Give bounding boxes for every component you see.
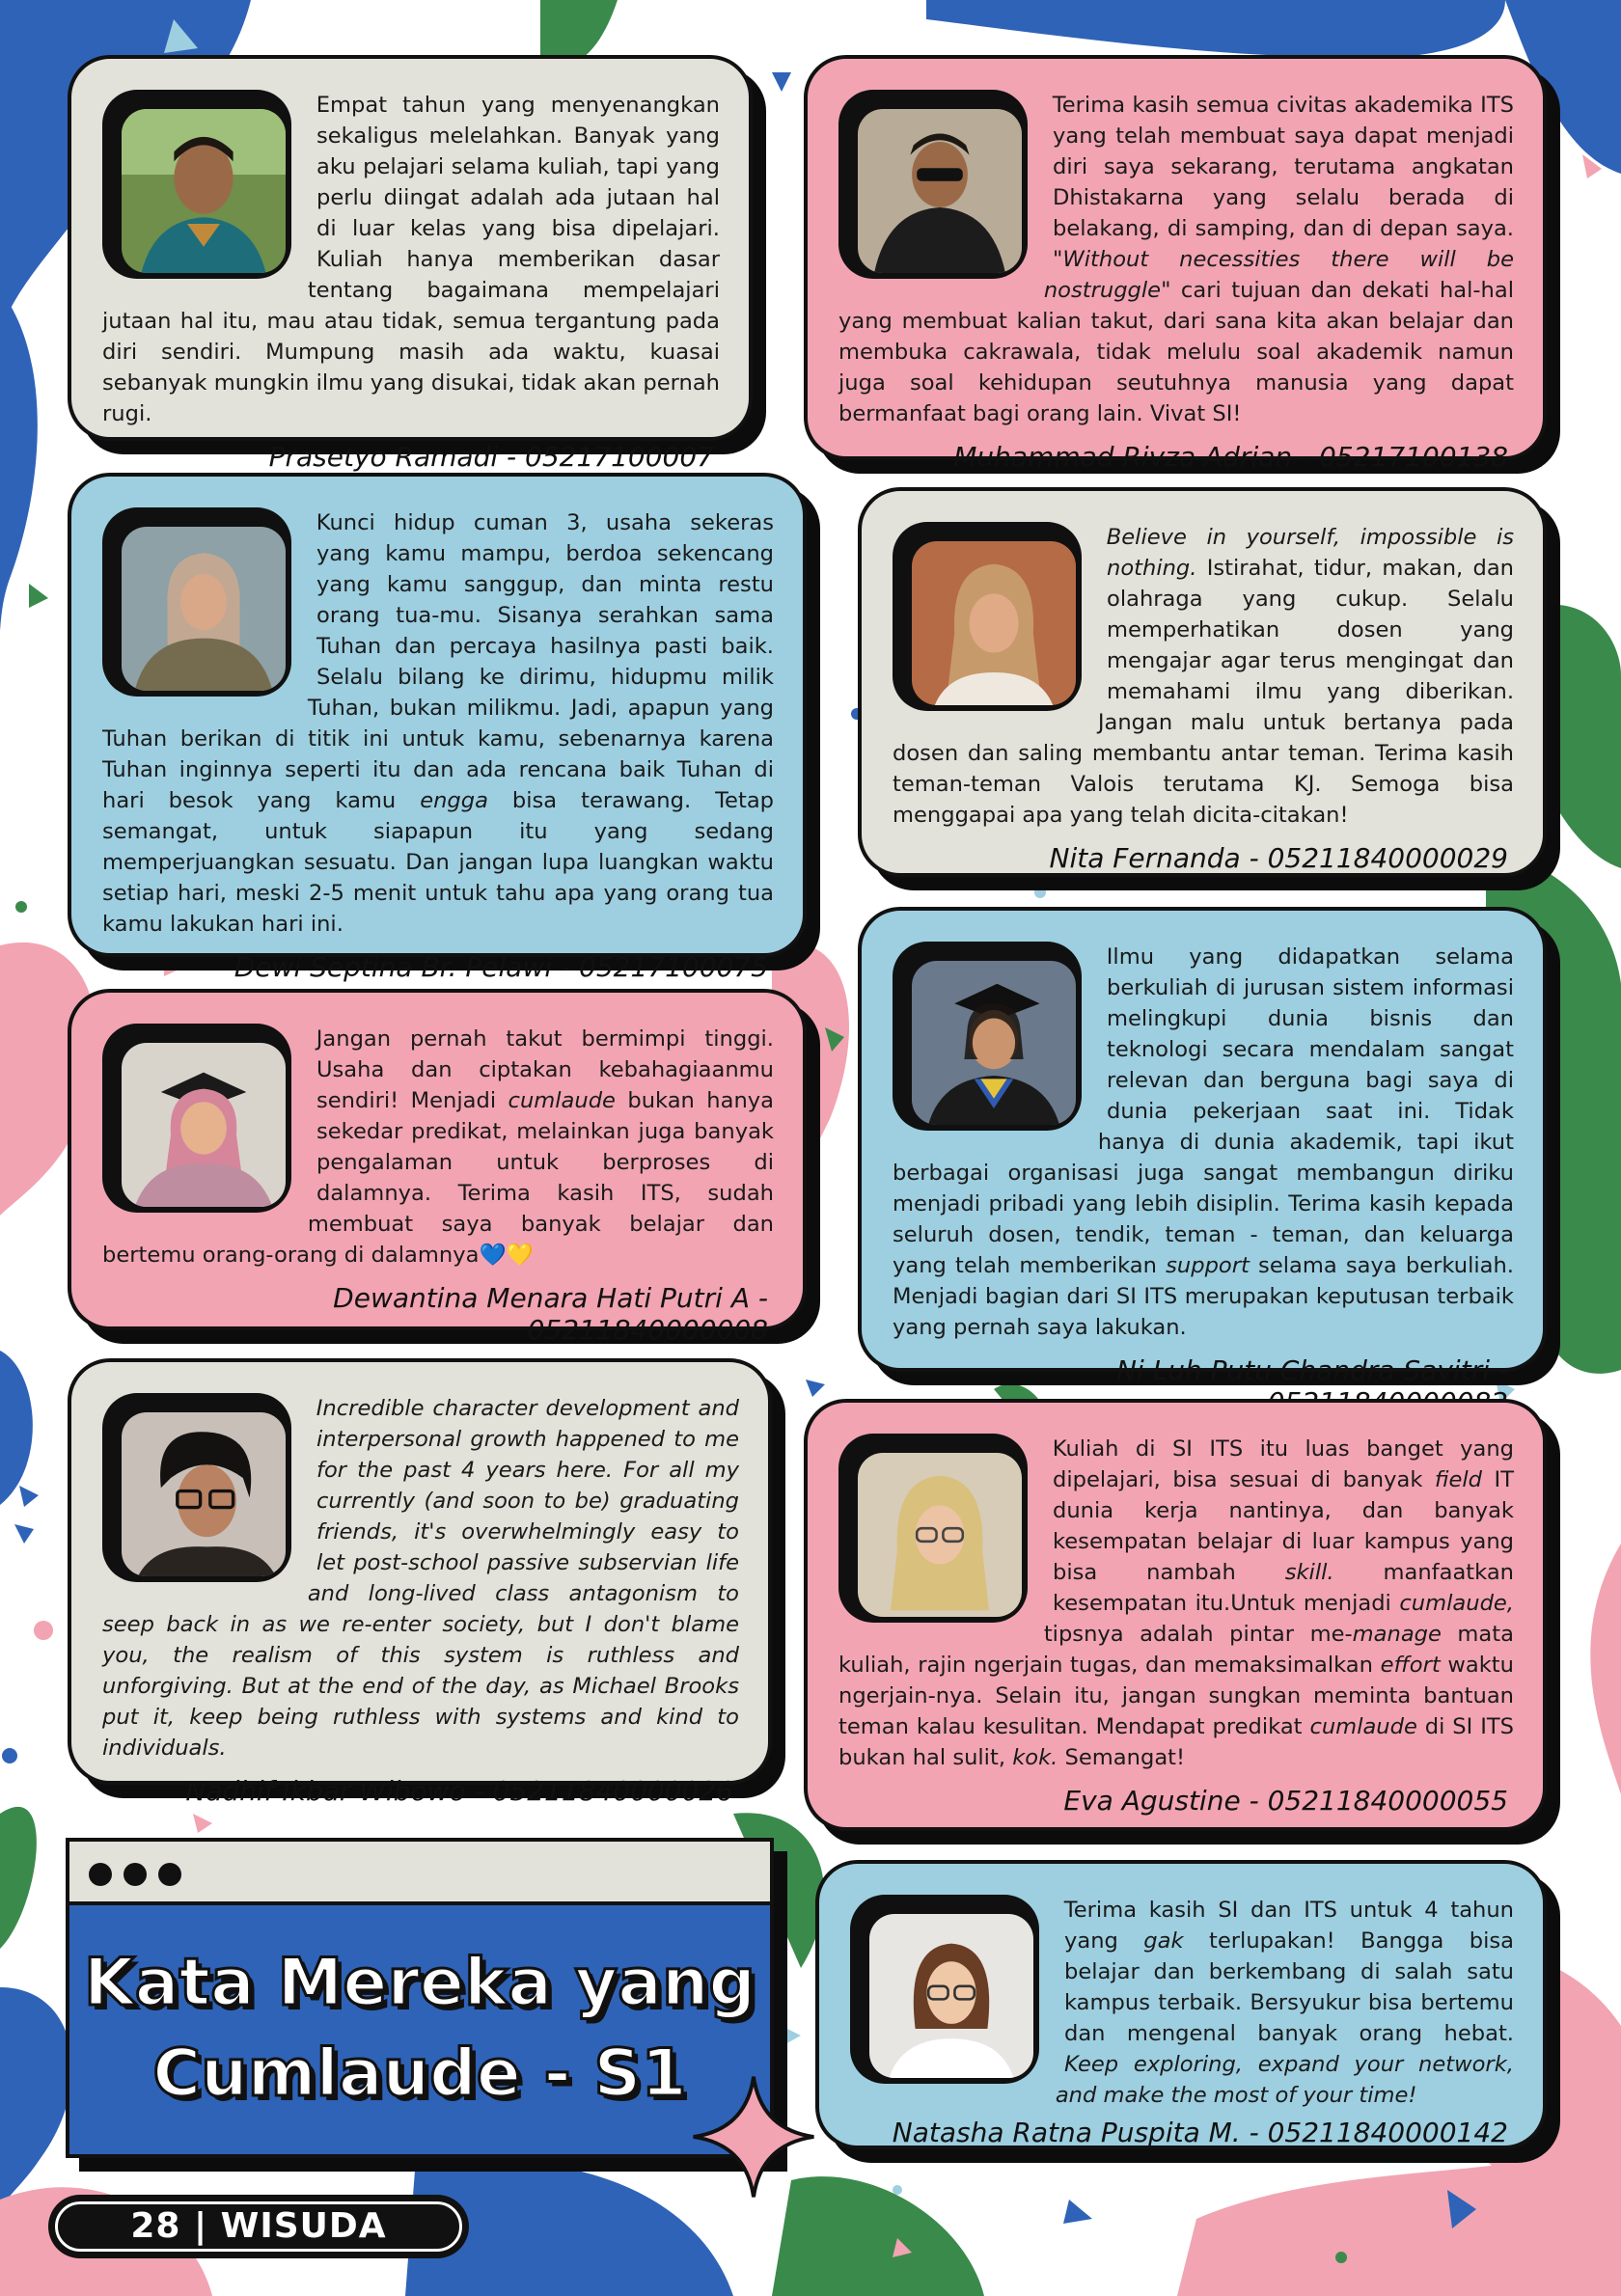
avatar	[102, 1024, 291, 1213]
avatar	[102, 90, 291, 279]
testimonial-card-nadhif	[68, 1358, 772, 1807]
avatar	[102, 507, 291, 697]
testimonial-quote: Incredible character development and interpersonal growth happened to me for the past 4 years here. For all my currently (and soon to be) graduating friends, it's overwhelmingly easy to let post-school passive subservian life and long-lived class antagonism to seep back in as we re-enter society, but I don't blame you, the realism of this system is ruthless and unforgiving. But at the end of the day, as Michael Brooks put it, keep being ruthless with systems and kind to individuals.	[102, 1396, 739, 1761]
testimonial-quote: Ilmu yang didapatkan selama berkuliah di jurusan sistem informasi melingkupi dunia bisnis dan teknologi secara mendalam sangat relevan dan berguna bagi saya di dunia pekerjaan saat ini. Tidak hanya di dunia akademik, tapi ikut berbagai organisasi juga sangat membangun diriku menjadi pribadi yang lebih disiplin. Terima kasih kepada seluruh dosen, tendik, teman - teman, dan keluarga yang telah memberikan support selama saya berkuliah. Menjadi bagian dari SI ITS merupakan keputusan terbaik yang pernah saya lakukan.	[893, 944, 1514, 1340]
testimonial-quote: Empat tahun yang menyenangkan sekaligus melelahkan. Banyak yang aku pelajari selama kuliah, tapi yang perlu diingat adalah ada jutaan hal di luar kelas yang bisa dipelajari. Kuliah hanya memberikan dasar tentang bagaimana mempelajari jutaan hal itu, mau atau tidak, semua tergantung pada diri sendiri. Mumpung masih ada waktu, kuasai sebanyak mungkin ilmu yang disukai, tidak akan pernah rugi.	[102, 93, 720, 426]
testimonial-author: Muhammad Rivza Adrian - 05217100138	[953, 441, 1508, 473]
avatar	[893, 942, 1082, 1131]
page-number-label: 28 | WISUDA	[55, 2201, 462, 2252]
testimonial-card-rivza	[804, 55, 1547, 473]
window-dot-icon	[89, 1863, 112, 1886]
testimonial-quote: Believe in yourself, impossible is nothing. Istirahat, tidur, makan, dan olahraga yang cukup. Selalu memperhatikan dosen yang mengajar agar terus mengingat dan memahami ilmu yang diberikan. Jangan malu untuk bertanya pada dosen dan saling membantu antar teman. Terima kasih teman-teman Valois terutama KJ. Semoga bisa menggapai apa yang telah dicita-citakan!	[893, 525, 1514, 828]
testimonial-quote: Terima kasih semua civitas akademika ITS yang telah membuat saya dapat menjadi diri saya sekarang, terutama angkatan Dhistakarna yang selalu berada di belakang, di samping, dan di depan saya. "Without necessities there will be nostruggle" cari tujuan dan dekati hal-hal yang membuat kalian takut, dari sana kita akan belajar dan membuka cakrawala, tidak melulu soal akademik namun juga soal kehidupan seutuhnya manusia yang dapat bermanfaat bagi orang lain. Vivat SI!	[838, 93, 1514, 426]
avatar	[893, 522, 1082, 711]
testimonial-quote: Kunci hidup cuman 3, usaha sekeras yang kamu mampu, berdoa sekencang yang kamu sanggup, dan minta restu orang tua-mu. Sisanya serahkan sama Tuhan dan percaya hasilnya pasti baik. Selalu bilang ke dirimu, hidupmu milik Tuhan, bukan milikmu. Jadi, apapun yang Tuhan berikan di titik ini untuk kamu, sebenarnya karena Tuhan inginnya seperti itu dan ada rencana baik Tuhan di hari besok yang kamu engga bisa terawang. Tetap semangat, untuk siapapun itu yang sedang memperjuangkan sesuatu. Dan jangan lupa luangkan waktu setiap hari, meski 2-5 menit untuk tahu apa yang orang tua kamu lakukan hari ini.	[102, 510, 775, 937]
testimonial-card-prasetyo	[68, 55, 753, 473]
window-bar	[69, 1842, 770, 1905]
page-footer	[48, 2195, 469, 2258]
testimonial-quote: Jangan pernah takut bermimpi tinggi. Usaha dan ciptakan kebahagiaanmu sendiri! Menjadi cumlaude bukan hanya sekedar predikat, melainkan juga banyak pengalaman untuk berproses di dalamnya. Terima kasih ITS, sudah membuat saya banyak belajar dan bertemu orang-orang di dalamnya💙💛	[102, 1026, 774, 1268]
testimonial-card-natasha	[815, 1860, 1547, 2149]
testimonial-author: Natasha Ratna Puspita M. - 05211840000142	[892, 2117, 1508, 2148]
window-dot-icon	[124, 1863, 147, 1886]
avatar	[838, 90, 1028, 279]
testimonial-author: Eva Agustine - 05211840000055	[1063, 1785, 1508, 1817]
testimonial-card-eva	[804, 1399, 1547, 1831]
avatar	[838, 1434, 1028, 1623]
avatar	[102, 1393, 291, 1582]
testimonial-quote: Terima kasih SI dan ITS untuk 4 tahun yang gak terlupakan! Bangga bisa belajar dan berkembang di salah satu kampus terbaik. Bersyukur bisa bertemu dan mengenal banyak orang hebat. Keep exploring, expand your network, and make the most of your time!	[1055, 1898, 1514, 2108]
window-dot-icon	[158, 1863, 181, 1886]
page-title: Kata Mereka yang Cumlaude - S1	[83, 1945, 756, 2112]
testimonial-card-nita	[858, 487, 1547, 877]
testimonial-card-niluh	[858, 907, 1547, 1386]
page-title-card	[66, 1838, 774, 2158]
avatar	[850, 1895, 1039, 2084]
testimonial-author: Dewantina Menara Hati Putri A - 05211840000008	[333, 1282, 768, 1346]
testimonial-author: Prasetyo Ramadi - 05217100007	[268, 441, 714, 473]
testimonial-author: Nadhif Ikbar Wibowo - 05211840000026	[185, 1775, 733, 1807]
testimonial-card-dewi	[68, 473, 807, 983]
sparkle-star-icon	[691, 2074, 816, 2200]
testimonial-author: Ni Luh Putu Chandra Savitri -	[1116, 1354, 1508, 1386]
testimonial-card-dewantina	[68, 989, 807, 1346]
testimonial-quote: Kuliah di SI ITS itu luas banget yang dipelajari, bisa sesuai di banyak field IT dunia kerja nantinya, dan banyak kesempatan belajar di luar kampus yang bisa nambah skill. manfaatkan kesempatan itu.Untuk menjadi cumlaude, tipsnya adalah pintar me-manage mata kuliah, rajin ngerjain tugas, dan memaksimalkan effort waktu ngerjain-nya. Selain itu, jangan sungkan meminta bantuan teman kalau kesulitan. Mendapat predikat cumlaude di SI ITS bukan hal sulit, kok. Semangat!	[838, 1436, 1515, 1770]
testimonial-author: Nita Fernanda - 05211840000029	[1049, 842, 1508, 874]
testimonial-author: Dewi Septina Br. Pelawi - 05217100075	[234, 951, 768, 983]
